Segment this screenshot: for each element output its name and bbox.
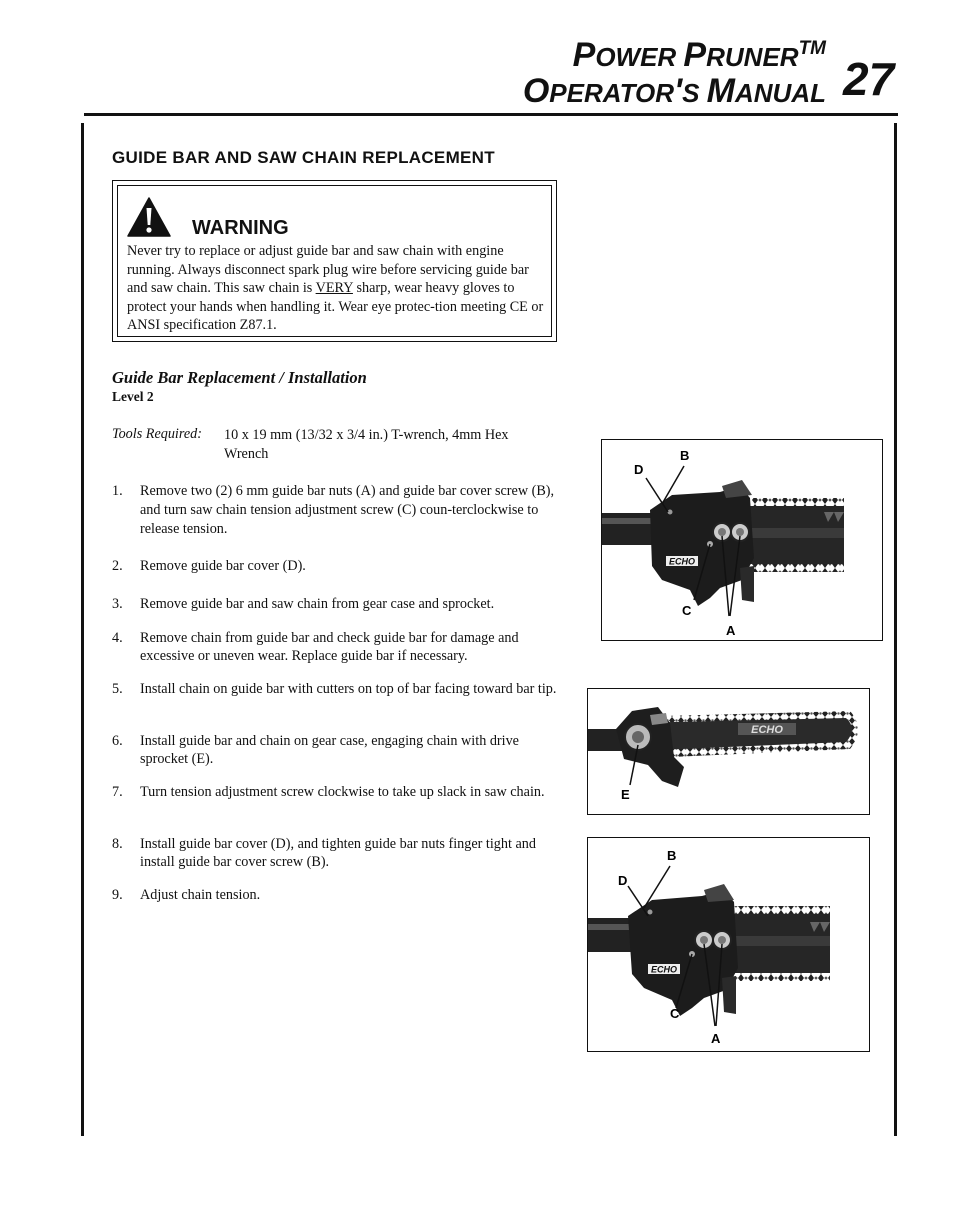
pruner-head-illustration bbox=[602, 440, 883, 641]
figure-drive-sprocket bbox=[587, 688, 870, 815]
label-a: A bbox=[726, 623, 736, 638]
warning-triangle-icon bbox=[127, 197, 171, 237]
level-label: Level 2 bbox=[112, 389, 154, 404]
page-number: 27 bbox=[843, 53, 895, 105]
tools-required-label: Tools Required: bbox=[112, 426, 202, 442]
header-rule bbox=[84, 113, 898, 116]
tools-required-value: 10 x 19 mm (13/32 x 3/4 in.) T-wrench, 4mm Hex Wrench bbox=[224, 427, 509, 462]
figure-cover-removal bbox=[601, 439, 883, 641]
echo-bar-logo: ECHO bbox=[751, 724, 783, 736]
pruner-head-install-illustration bbox=[588, 838, 870, 1052]
label-d: D bbox=[634, 462, 644, 477]
figure-cover-install bbox=[587, 837, 870, 1052]
title-line-2: OPERATOR'S MANUAL bbox=[522, 72, 826, 110]
echo-logo: ECHO bbox=[668, 556, 696, 567]
echo-logo: ECHO bbox=[650, 964, 678, 975]
subsection-title: Guide Bar Replacement / Installation bbox=[112, 368, 367, 387]
title-line-1: POWER PRUNER™ bbox=[572, 36, 826, 74]
left-margin-rule bbox=[81, 123, 84, 1136]
label-b: B bbox=[680, 448, 690, 463]
label-d: D bbox=[618, 873, 628, 888]
label-a: A bbox=[711, 1031, 721, 1046]
label-e: E bbox=[621, 787, 630, 802]
guide-bar-sprocket-illustration bbox=[588, 689, 870, 815]
label-c: C bbox=[682, 603, 692, 618]
label-c: C bbox=[670, 1006, 680, 1021]
manual-title bbox=[523, 38, 826, 108]
warning-box bbox=[112, 180, 557, 342]
warning-box-inner bbox=[117, 185, 552, 337]
section-title: GUIDE BAR AND SAW CHAIN REPLACEMENT bbox=[112, 148, 495, 167]
right-margin-rule bbox=[894, 123, 897, 1136]
warning-heading: WARNING bbox=[192, 217, 289, 239]
warning-text: Never try to replace or adjust guide bar and saw chain with engine running. Always disconnect spark plug wire before servicing guide bar and saw chain. This saw chain is VERY sharp, wear heavy gloves to protect your hands when handling it. Wear eye protec-tion meeting CE or ANSI specification Z87.1. bbox=[127, 243, 544, 333]
label-b: B bbox=[667, 848, 677, 863]
